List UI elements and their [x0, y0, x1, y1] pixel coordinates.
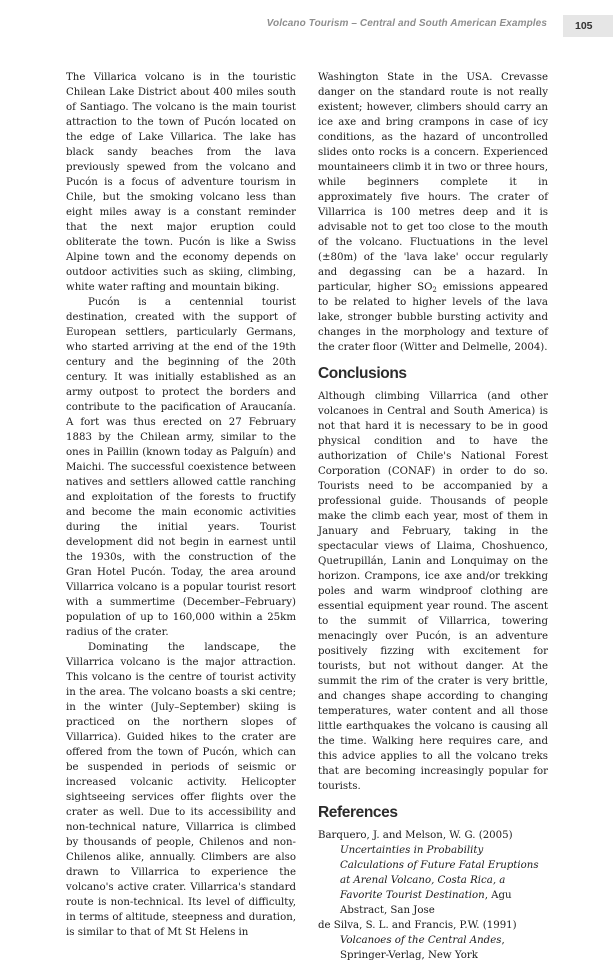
reference-authors: Barquero, J. and Melson, W. G. (2005)	[318, 830, 513, 841]
continuation-text-2: emissions appeared to be related to higher levels of the lava lake, stronger bubble bursting activity and changes in the morphology and texture of the crater floor (Witter and Delmelle, 2004).	[318, 282, 548, 353]
running-title: Volcano Tourism – Central and South American Examples	[266, 18, 547, 29]
conclusions-heading: Conclusions	[318, 365, 407, 382]
running-header	[0, 15, 613, 37]
page-number: 105	[563, 15, 613, 37]
reference-publisher: , Springer-Verlag, New York	[340, 935, 505, 961]
reference-publisher: , Agu Abstract, San Jose	[340, 890, 512, 916]
conclusions-paragraph: Although climbing Villarrica (and other volcanoes in Central and South America) is not that hard it is necessary to be in good physical condition and to have the authorization of Chile's National Forest Corporation (CONAF) in order to do so. Tourists need to be accompanied by a professional guide. Thousands of people make the climb each year, most of them in January and February, taking in the spectacular views of Llaima, Choshuenco, Quetrupillán, Lanin and Lonquimay on the horizon. Crampons, ice axe and/or trekking poles and warm windproof clothing are essential equipment year round. The ascent to the summit of Villarrica, towering menacingly over Pucón, is an adventure positively fizzing with excitement for tourists, but not without danger. At the summit the rim of the crater is very brittle, and changes shape according to changing temperatures, water content and all those little earthquakes the volcano is causing all the time. Walking here requires care, and this advice applies to all the volcano treks that are becoming increasingly popular for tourists.	[318, 391, 548, 792]
reference-entry	[318, 918, 548, 963]
reference-title: Volcanoes of the Central Andes	[340, 935, 502, 946]
right-column	[318, 70, 548, 963]
left-column	[66, 70, 296, 940]
paragraph-villarica-intro: The Villarica volcano is in the touristic Chilean Lake District about 400 miles south of Santiago. The volcano is the main tourist attraction to the town of Pucón located on the edge of Lake Villarica. The lake has black sandy beaches from the lava previously spewed from the volcano and Pucón is a focus of adventure tourism in Chile, but the smoking volcano less than eight miles away is a constant reminder that the next major eruption could obliterate the town. Pucón is like a Swiss Alpine town and the economy depends on outdoor activities such as skiing, climbing, white water rafting and mountain biking.	[66, 72, 296, 293]
reference-authors: de Silva, S. L. and Francis, P.W. (1991)	[318, 920, 517, 931]
so2-subscript: 2	[432, 286, 437, 294]
references-heading: References	[318, 804, 398, 821]
reference-title: Uncertainties in Probability Calculations of Future Fatal Eruptions at Arenal Volcano, Costa Rica, a Favorite Tourist Destination	[340, 845, 539, 901]
paragraph-pucon-history: Pucón is a centennial tourist destination, created with the support of European settlers, particularly Germans, who started arriving at the end of the 19th century and the beginning of the 20th century. It was initially established as an army outpost to protect the borders and contribute to the pacification of Araucanía. A fort was thus erected on 27 February 1883 by the Chilean army, similar to the ones in Paillin (known today as Palguín) and Maichi. The successful coexistence between natives and settlers allowed cattle ranching and exploitation of the forests to fructify and become the main economic activities during the initial years. Tourist development did not begin in earnest until the 1930s, with the construction of the Gran Hotel Pucón. Today, the area around Villarrica volcano is a popular tourist resort with a summertime (December–February) population of up to 160,000 within a 25km radius of the crater.	[66, 297, 296, 638]
continuation-text-1: Washington State in the USA. Crevasse danger on the standard route is not really existent; however, climbers should carry an ice axe and bring crampons in case of icy conditions, as the hazard of uncontrolled slides onto rocks is a concern. Experienced mountaineers climb it in two or three hours, while beginners complete it in approximately five hours. The crater of Villarrica is 100 metres deep and it is advisable not to get too close to the mouth of the volcano. Fluctuations in the level (±80m) of the 'lava lake' occur regularly and degassing can be a hazard. In particular, higher SO	[318, 72, 548, 293]
paragraph-continuation	[318, 70, 548, 355]
reference-entry	[318, 828, 548, 918]
paragraph-dominating-landscape: Dominating the landscape, the Villarrica volcano is the major attraction. This volcano is the centre of tourist activity in the area. The volcano boasts a ski centre; in the winter (July–September) skiing is practiced on the northern slopes of Villarrica). Guided hikes to the crater are offered from the town of Pucón, which can be suspended in periods of seismic or increased volcanic activity. Helicopter sightseeing services offer flights over the crater as well. Due to its accessibility and non-technical nature, Villarrica is climbed by thousands of people, Chilenos and non-Chilenos alike, annually. Climbers are also drawn to Villarrica to experience the volcano's active crater. Villarrica's standard route is non-technical. Its level of difficulty, in terms of altitude, steepness and duration, is similar to that of Mt St Helens in	[66, 642, 296, 938]
